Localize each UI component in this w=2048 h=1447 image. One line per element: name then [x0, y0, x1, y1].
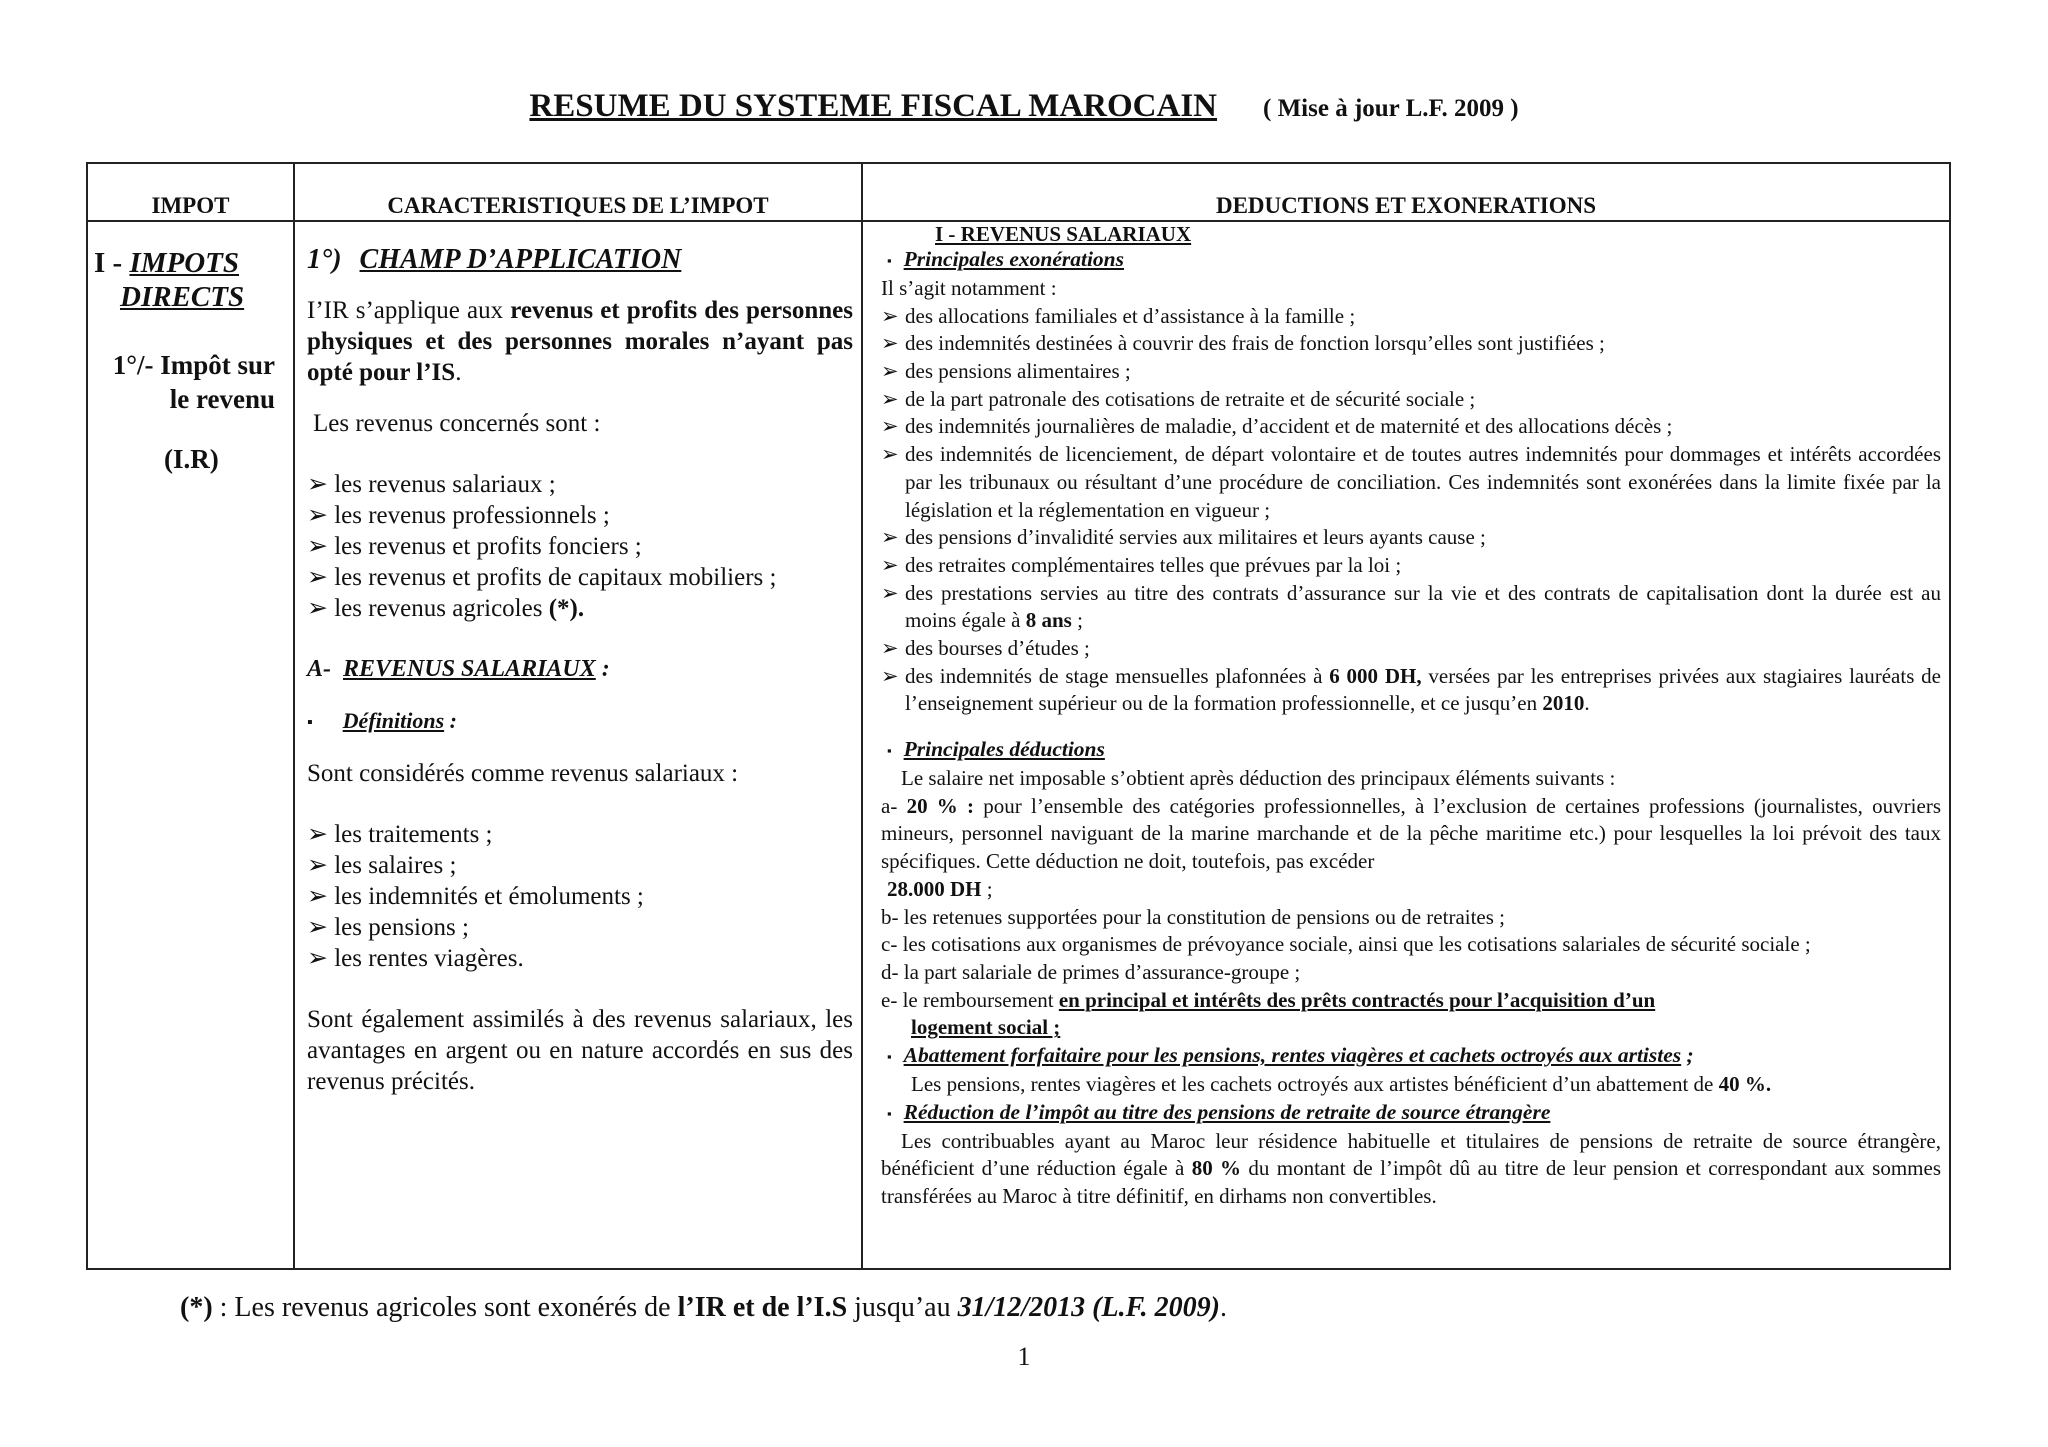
list-item: ➢ les revenus professionnels ;: [307, 500, 853, 531]
footnote: (*) : Les revenus agricoles sont exonérés de l’IR et de l’I.S jusqu’au 31/12/2013 (L.F. 2009).: [180, 1292, 1227, 1323]
section-a-heading: A- REVENUS SALARIAUX :: [307, 656, 610, 682]
list-item: ➢ des indemnités destinées à couvrir des frais de fonction lorsqu’elles sont justifiées ;: [881, 330, 1941, 358]
table-row: [87, 221, 1950, 1269]
champ-heading: 1°) CHAMP D’APPLICATION: [307, 244, 682, 275]
document-title: RESUME DU SYSTEME FISCAL MAROCAIN: [529, 88, 1218, 124]
header-impot: IMPOT: [87, 163, 294, 221]
list-item: ➢ les indemnités et émoluments ;: [307, 881, 853, 912]
exonerations-list: [881, 303, 1941, 719]
exonerations-intro: Il s’agit notamment :: [881, 275, 1057, 300]
deduction-d: d- la part salariale de primes d’assurance-groupe ;: [881, 959, 1301, 984]
table-header-row: [87, 163, 1950, 221]
exonerations-heading: ▪ Principales exonérations: [887, 247, 1124, 271]
list-item: ➢ des retraites complémentaires telles que prévues par la loi ;: [881, 552, 1941, 580]
deduction-b: b- les retenues supportées pour la constitution de pensions ou de retraites ;: [881, 904, 1506, 929]
abattement-text: Les pensions, rentes viagères et les cachets octroyés aux artistes bénéficient d’un abattement de 40 %.: [911, 1072, 1772, 1096]
list-item: ➢ des indemnités de stage mensuelles plafonnées à 6 000 DH, versées par les entreprises privées aux stagiaires lauréats de l’enseignement supérieur ou de la formation professionnelle, et ce jusqu’en 2010.: [881, 663, 1941, 718]
list-item: ➢ les revenus et profits de capitaux mobiliers ;: [307, 562, 853, 593]
deduction-a-max: 28.000 DH ;: [887, 876, 993, 901]
deductions-intro: Le salaire net imposable s’obtient après déduction des principaux éléments suivants :: [901, 766, 1616, 791]
header-caracteristiques: CARACTERISTIQUES DE L’IMPOT: [294, 163, 862, 221]
deduction-e: e- le remboursement en principal et intérêts des prêts contractés pour l’acquisition d’un: [881, 987, 1656, 1012]
list-item: ➢ des prestations servies au titre des contrats d’assurance sur la vie et des contrats de capitalisation dont la durée est au moins égale à 8 ans ;: [881, 580, 1941, 635]
revenus-concernes-label: Les revenus concernés sont :: [313, 410, 601, 437]
directs-label: DIRECTS: [120, 281, 245, 313]
impot-abbr: (I.R): [164, 444, 219, 474]
reduction-heading: ▪ Réduction de l’impôt au titre des pensions de retraite de source étrangère: [887, 1099, 1551, 1124]
deduction-c: c- les cotisations aux organismes de prévoyance sociale, ainsi que les cotisations salariales de sécurité sociale ;: [881, 932, 1811, 957]
document-subtitle: ( Mise à jour L.F. 2009 ): [1263, 95, 1519, 122]
list-item: ➢ les salaires ;: [307, 850, 853, 881]
abattement-heading: ▪ Abattement forfaitaire pour les pensions, rentes viagères et cachets octroyés aux artistes ;: [887, 1043, 1694, 1068]
impot-cell: [87, 221, 294, 1269]
list-item: ➢ des allocations familiales et d’assistance à la famille ;: [881, 303, 1941, 331]
impots-directs-heading: I - IMPOTS: [94, 247, 240, 279]
list-item: ➢ des pensions d’invalidité servies aux militaires et leurs ayants cause ;: [881, 524, 1941, 552]
deductions-heading: ▪ Principales déductions: [887, 737, 1105, 762]
list-item: ➢ des indemnités journalières de maladie, d’accident et de maternité et des allocations décès ;: [881, 413, 1941, 441]
definitions-heading: ▪ Définitions :: [307, 708, 457, 733]
consideres-label: Sont considérés comme revenus salariaux :: [307, 760, 739, 788]
ir-intro: I’IR s’applique aux revenus et profits des personnes physiques et des personnes morales n’ayant pas opté pour l’IS.: [307, 297, 854, 386]
header-deductions: DEDUCTIONS ET EXONERATIONS: [862, 163, 1950, 221]
list-item: ➢ des indemnités de licenciement, de départ volontaire et de toutes autres indemnités pour dommages et intérêts accordées par les tribunaux ou résultant d’une procédure de conciliation. Ces indemnités sont exonérées dans la limite fixée par la législation et la réglementation en vigueur ;: [881, 441, 1941, 524]
list-item: ➢ de la part patronale des cotisations de retraite et de sécurité sociale ;: [881, 386, 1941, 414]
list-item: ➢ les revenus et profits fonciers ;: [307, 531, 853, 562]
list-item: ➢ des bourses d’études ;: [881, 635, 1941, 663]
caracteristiques-cell: [294, 221, 862, 1269]
assimiles-paragraph: Sont également assimilés à des revenus salariaux, les avantages en argent ou en nature accordés en sus des revenus précités.: [307, 1006, 853, 1096]
deduction-e-cont: logement social ;: [911, 1015, 1061, 1040]
list-item: ➢ les rentes viagères.: [307, 943, 853, 974]
salaires-list: [307, 819, 853, 974]
impot-name: 1°/- Impôt sur le revenu: [112, 350, 275, 414]
list-item: ➢ les revenus salariaux ;: [307, 469, 853, 500]
list-item: ➢ les revenus agricoles (*).: [307, 593, 853, 624]
deduction-a: a- 20 % : pour l’ensemble des catégories professionnelles, à l’exclusion de certaines professions (journalistes, ouvriers mineurs, personnel naviguant de la marine marchande et de la pêche maritime etc.) pour lesquelles la loi prévoit des taux spécifiques. Cette déduction ne doit, toutefois, pas excéder: [881, 793, 1941, 874]
fiscal-table: [86, 162, 1951, 1270]
revenus-salariaux-heading: I - REVENUS SALARIAUX: [935, 222, 1192, 246]
list-item: ➢ les traitements ;: [307, 819, 853, 850]
list-item: ➢ des pensions alimentaires ;: [881, 358, 1941, 386]
reduction-text: Les contribuables ayant au Maroc leur résidence habituelle et titulaires de pensions de retraite de source étrangère, bénéficient d’une réduction égale à 80 % du montant de l’impôt dû au titre de leur pension et correspondant aux sommes transférées au Maroc à titre définitif, en dirhams non convertibles.: [881, 1128, 1941, 1209]
page-header: [0, 88, 2048, 125]
list-item: ➢ les pensions ;: [307, 912, 853, 943]
deductions-cell: [862, 221, 1950, 1269]
page-number: 1: [1017, 1342, 1031, 1371]
revenus-list: [307, 469, 853, 624]
